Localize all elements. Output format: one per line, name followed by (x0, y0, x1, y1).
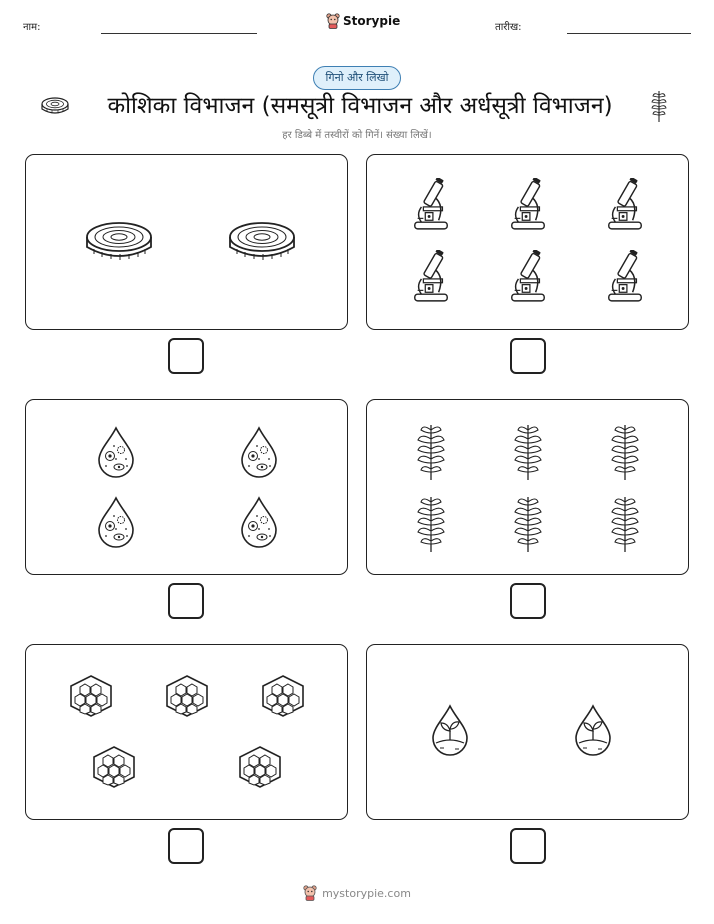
cell-droplet-icon (239, 496, 279, 548)
answer-box-2[interactable] (510, 338, 546, 374)
answer-box-6[interactable] (510, 828, 546, 864)
honeycomb-icon (68, 674, 114, 718)
count-card-6 (366, 644, 689, 820)
honeycomb-icon (260, 674, 306, 718)
answer-box-4[interactable] (510, 583, 546, 619)
microscope-icon (507, 178, 549, 232)
seedling-drop-icon (573, 695, 613, 765)
count-card-1 (25, 154, 348, 330)
fern-icon (511, 494, 545, 554)
answer-box-5[interactable] (168, 828, 204, 864)
fern-icon (608, 494, 642, 554)
tree-ring-icon (227, 219, 297, 263)
microscope-icon (604, 250, 646, 304)
cell-droplet-icon (96, 496, 136, 548)
cell-droplet-icon (96, 426, 136, 478)
date-line[interactable] (567, 33, 691, 34)
instructions: हर डिब्बे में तस्वीरों को गिनें। संख्या लिखें। (282, 130, 432, 141)
count-card-4 (366, 399, 689, 575)
fern-icon (414, 422, 448, 482)
fern-icon (608, 422, 642, 482)
count-card-2 (366, 154, 689, 330)
fern-icon (414, 494, 448, 554)
fern-icon (648, 89, 670, 123)
count-card-5 (25, 644, 348, 820)
footer-url[interactable]: mystorypie.com (322, 886, 411, 900)
answer-box-3[interactable] (168, 583, 204, 619)
microscope-icon (604, 178, 646, 232)
bear-mascot-icon (303, 885, 317, 901)
microscope-icon (410, 178, 452, 232)
date-label: तारीख: (495, 22, 522, 33)
honeycomb-icon (237, 745, 283, 789)
cell-droplet-icon (239, 426, 279, 478)
name-line[interactable] (101, 33, 257, 34)
name-label: नाम: (23, 22, 41, 33)
microscope-icon (410, 250, 452, 304)
tree-ring-icon (84, 219, 154, 263)
microscope-icon (507, 250, 549, 304)
honeycomb-icon (91, 745, 137, 789)
count-card-3 (25, 399, 348, 575)
seedling-drop-icon (430, 695, 470, 765)
footer (0, 885, 714, 901)
page-title: कोशिका विभाजन (समसूत्री विभाजन और अर्धसूत्री विभाजन) (107, 93, 613, 119)
brand-logo (326, 13, 400, 29)
honeycomb-icon (164, 674, 210, 718)
activity-badge: गिनो और लिखो (313, 66, 401, 90)
answer-box-1[interactable] (168, 338, 204, 374)
tree-ring-icon (40, 96, 70, 116)
brand-name: Storypie (343, 14, 401, 28)
bear-mascot-icon (326, 13, 340, 29)
fern-icon (511, 422, 545, 482)
